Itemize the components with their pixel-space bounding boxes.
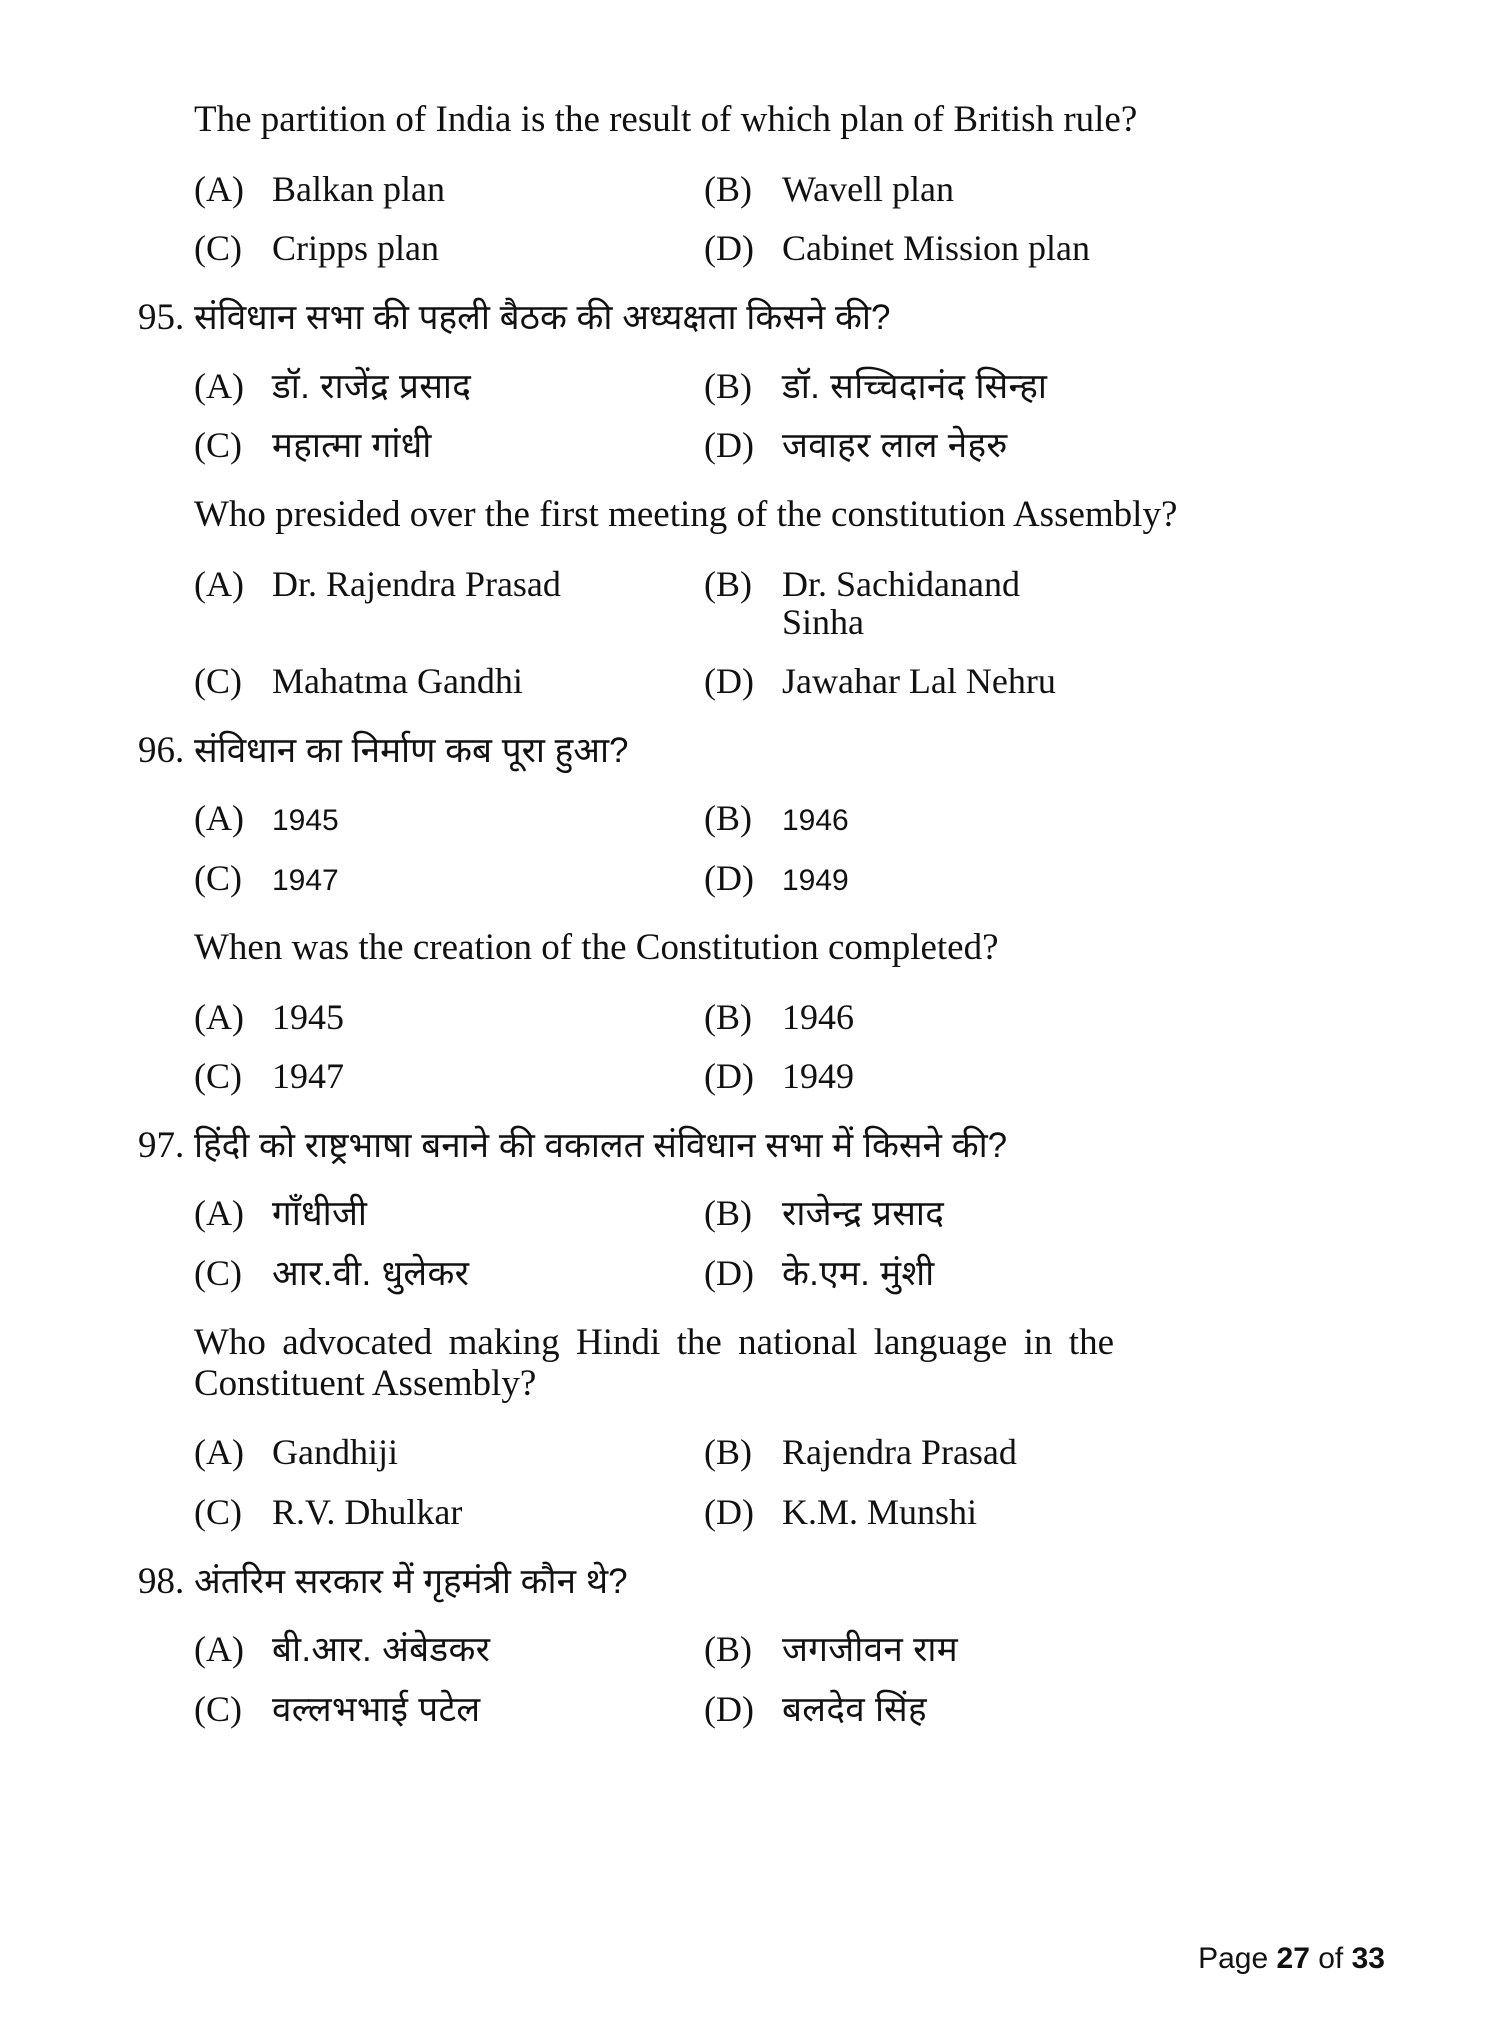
option-label-a: (A) bbox=[194, 798, 244, 839]
option-row-ab bbox=[194, 1195, 1094, 1233]
option-row-cd bbox=[194, 427, 1094, 465]
footer-current-page: 27 bbox=[1276, 1942, 1310, 1975]
option-text-d: 1949 bbox=[782, 1056, 854, 1097]
question-block-q97-hindi bbox=[138, 1126, 1323, 1293]
option-label-d: (D) bbox=[704, 858, 754, 899]
option-label-d: (D) bbox=[704, 1056, 754, 1097]
option-text-a: बी.आर. अंबेडकर bbox=[272, 1630, 491, 1670]
option-text-b: 1946 bbox=[782, 804, 849, 838]
option-row-cd bbox=[194, 1058, 1094, 1096]
option-label-b: (B) bbox=[704, 1193, 752, 1234]
option-text-b: डॉ. सच्चिदानंद सिन्हा bbox=[782, 366, 1048, 406]
option-a[interactable] bbox=[194, 1434, 704, 1472]
option-b[interactable] bbox=[704, 563, 1094, 642]
option-d[interactable] bbox=[704, 1255, 1094, 1293]
option-text-c: महात्मा गांधी bbox=[272, 426, 432, 466]
option-text-a: 1945 bbox=[272, 996, 344, 1037]
option-text-d: 1949 bbox=[782, 864, 849, 898]
option-b[interactable] bbox=[704, 996, 1094, 1037]
option-row-ab bbox=[194, 365, 1094, 406]
option-row-ab bbox=[194, 1631, 1094, 1669]
option-d[interactable] bbox=[704, 1494, 1094, 1532]
question-number: 98. bbox=[138, 1561, 185, 1603]
option-text-a: Gandhiji bbox=[272, 1432, 398, 1473]
option-text-c: आर.वी. धुलेकर bbox=[272, 1254, 470, 1294]
option-c[interactable] bbox=[194, 860, 704, 898]
option-row-ab bbox=[194, 800, 1094, 838]
question-block-q97-english bbox=[138, 1323, 1323, 1532]
question-number: 97. bbox=[138, 1125, 185, 1167]
option-c[interactable] bbox=[194, 1255, 704, 1293]
option-d[interactable] bbox=[704, 230, 1094, 268]
option-row-ab bbox=[194, 168, 1094, 209]
option-text-d: Jawahar Lal Nehru bbox=[782, 661, 1056, 702]
question-block-q95-english bbox=[138, 495, 1323, 701]
option-c[interactable] bbox=[194, 1494, 704, 1532]
option-label-d: (D) bbox=[704, 1689, 754, 1730]
option-label-b: (B) bbox=[704, 798, 752, 839]
option-c[interactable] bbox=[194, 1691, 704, 1729]
option-a[interactable] bbox=[194, 996, 704, 1037]
option-text-c: वल्लभभाई पटेल bbox=[272, 1690, 481, 1730]
question-text: हिंदी को राष्ट्रभाषा बनाने की वकालत संविधान सभा में किसने की? bbox=[194, 1126, 1008, 1166]
question-line bbox=[138, 1126, 1323, 1165]
question-line bbox=[138, 731, 1323, 770]
option-text-d: Cabinet Mission plan bbox=[782, 228, 1090, 269]
question-number: 96. bbox=[138, 730, 185, 772]
option-label-c: (C) bbox=[194, 425, 242, 466]
option-b[interactable] bbox=[704, 1631, 1094, 1669]
option-text-b: राजेन्द्र प्रसाद bbox=[782, 1194, 945, 1234]
option-text-c: Cripps plan bbox=[272, 228, 439, 269]
option-label-c: (C) bbox=[194, 1253, 242, 1294]
option-label-a: (A) bbox=[194, 1432, 244, 1473]
option-row-cd bbox=[194, 230, 1094, 268]
option-label-c: (C) bbox=[194, 1056, 242, 1097]
option-text-d: के.एम. मुंशी bbox=[782, 1254, 935, 1294]
option-label-a: (A) bbox=[194, 1629, 244, 1670]
option-label-c: (C) bbox=[194, 661, 242, 702]
option-label-b: (B) bbox=[704, 1432, 752, 1473]
option-label-d: (D) bbox=[704, 1492, 754, 1533]
option-d[interactable] bbox=[704, 663, 1094, 701]
option-b[interactable] bbox=[704, 1195, 1094, 1233]
option-label-d: (D) bbox=[704, 228, 754, 269]
option-label-d: (D) bbox=[704, 1253, 754, 1294]
option-row-cd bbox=[194, 1691, 1094, 1729]
option-b[interactable] bbox=[704, 168, 1094, 209]
option-d[interactable] bbox=[704, 1058, 1094, 1096]
option-row-cd bbox=[194, 1494, 1094, 1532]
question-statement: The partition of India is the result of which plan of British rule? bbox=[194, 99, 1138, 140]
option-row-ab bbox=[194, 996, 1094, 1037]
option-label-b: (B) bbox=[704, 168, 752, 209]
footer-page-word: Page bbox=[1198, 1942, 1269, 1975]
option-c[interactable] bbox=[194, 1058, 704, 1096]
option-text-d: जवाहर लाल नेहरु bbox=[782, 426, 1008, 466]
question-statement: Who presided over the first meeting of the constitution Assembly? bbox=[194, 494, 1178, 536]
option-text-c: R.V. Dhulkar bbox=[272, 1492, 463, 1533]
option-text-d: बलदेव सिंह bbox=[782, 1690, 927, 1730]
question-text: संविधान सभा की पहली बैठक की अध्यक्षता किसने की? bbox=[194, 298, 891, 338]
option-a[interactable] bbox=[194, 800, 704, 838]
option-a[interactable] bbox=[194, 563, 704, 642]
option-label-d: (D) bbox=[704, 661, 754, 702]
option-text-a: Dr. Rajendra Prasad bbox=[272, 563, 561, 604]
option-label-d: (D) bbox=[704, 425, 754, 466]
option-d[interactable] bbox=[704, 860, 1094, 898]
question-block-q98-hindi bbox=[138, 1562, 1323, 1729]
option-text-c: Mahatma Gandhi bbox=[272, 661, 523, 702]
option-text-a: Balkan plan bbox=[272, 168, 445, 209]
option-label-b: (B) bbox=[704, 365, 752, 406]
question-list bbox=[138, 100, 1323, 1729]
option-text-a: गाँधीजी bbox=[272, 1194, 368, 1234]
option-text-b: Rajendra Prasad bbox=[782, 1432, 1017, 1473]
option-a[interactable] bbox=[194, 1631, 704, 1669]
option-label-a: (A) bbox=[194, 168, 244, 209]
option-label-b: (B) bbox=[704, 996, 752, 1037]
option-row-ab bbox=[194, 563, 1094, 642]
option-text-b: Dr. Sachidanand Sinha bbox=[782, 563, 1020, 642]
option-row-ab bbox=[194, 1434, 1094, 1472]
option-text-c: 1947 bbox=[272, 1056, 344, 1097]
question-statement: Who advocated making Hindi the national language in the Constituent Assembly? bbox=[194, 1322, 1114, 1404]
option-label-b: (B) bbox=[704, 1629, 752, 1670]
question-text: संविधान का निर्माण कब पूरा हुआ? bbox=[194, 731, 629, 771]
option-label-c: (C) bbox=[194, 858, 242, 899]
question-block-q96-english bbox=[138, 928, 1323, 1096]
question-text: अंतरिम सरकार में गृहमंत्री कौन थे? bbox=[194, 1562, 628, 1602]
option-text-a: 1945 bbox=[272, 804, 339, 838]
option-label-a: (A) bbox=[194, 1193, 244, 1234]
option-b[interactable] bbox=[704, 1434, 1094, 1472]
option-text-b: 1946 bbox=[782, 996, 854, 1037]
footer-of-word: of bbox=[1318, 1942, 1344, 1975]
option-b[interactable] bbox=[704, 800, 1094, 838]
question-block-q94-english bbox=[138, 100, 1323, 268]
option-a[interactable] bbox=[194, 365, 704, 406]
option-c[interactable] bbox=[194, 663, 704, 701]
page-footer bbox=[1198, 1942, 1385, 1976]
option-label-a: (A) bbox=[194, 563, 244, 604]
question-number: 95. bbox=[138, 297, 185, 339]
question-block-q96-hindi bbox=[138, 731, 1323, 898]
option-a[interactable] bbox=[194, 1195, 704, 1233]
question-statement: When was the creation of the Constitution completed? bbox=[194, 926, 999, 968]
option-d[interactable] bbox=[704, 427, 1094, 465]
option-label-c: (C) bbox=[194, 228, 242, 269]
option-label-a: (A) bbox=[194, 996, 244, 1037]
option-c[interactable] bbox=[194, 427, 704, 465]
option-label-b: (B) bbox=[704, 563, 752, 604]
option-text-b: जगजीवन राम bbox=[782, 1630, 959, 1670]
option-label-a: (A) bbox=[194, 365, 244, 406]
option-a[interactable] bbox=[194, 168, 704, 209]
option-row-cd bbox=[194, 663, 1094, 701]
option-text-b: Wavell plan bbox=[782, 168, 955, 209]
option-text-d: K.M. Munshi bbox=[782, 1492, 978, 1533]
option-label-c: (C) bbox=[194, 1689, 242, 1730]
option-d[interactable] bbox=[704, 1691, 1094, 1729]
question-line bbox=[138, 298, 1323, 337]
option-text-c: 1947 bbox=[272, 864, 339, 898]
option-b[interactable] bbox=[704, 365, 1094, 406]
footer-total-pages: 33 bbox=[1351, 1942, 1385, 1975]
option-c[interactable] bbox=[194, 230, 704, 268]
question-block-q95-hindi bbox=[138, 298, 1323, 465]
option-row-cd bbox=[194, 860, 1094, 898]
option-row-cd bbox=[194, 1255, 1094, 1293]
option-label-c: (C) bbox=[194, 1492, 242, 1533]
option-text-a: डॉ. राजेंद्र प्रसाद bbox=[272, 366, 472, 406]
question-line bbox=[138, 1562, 1323, 1601]
